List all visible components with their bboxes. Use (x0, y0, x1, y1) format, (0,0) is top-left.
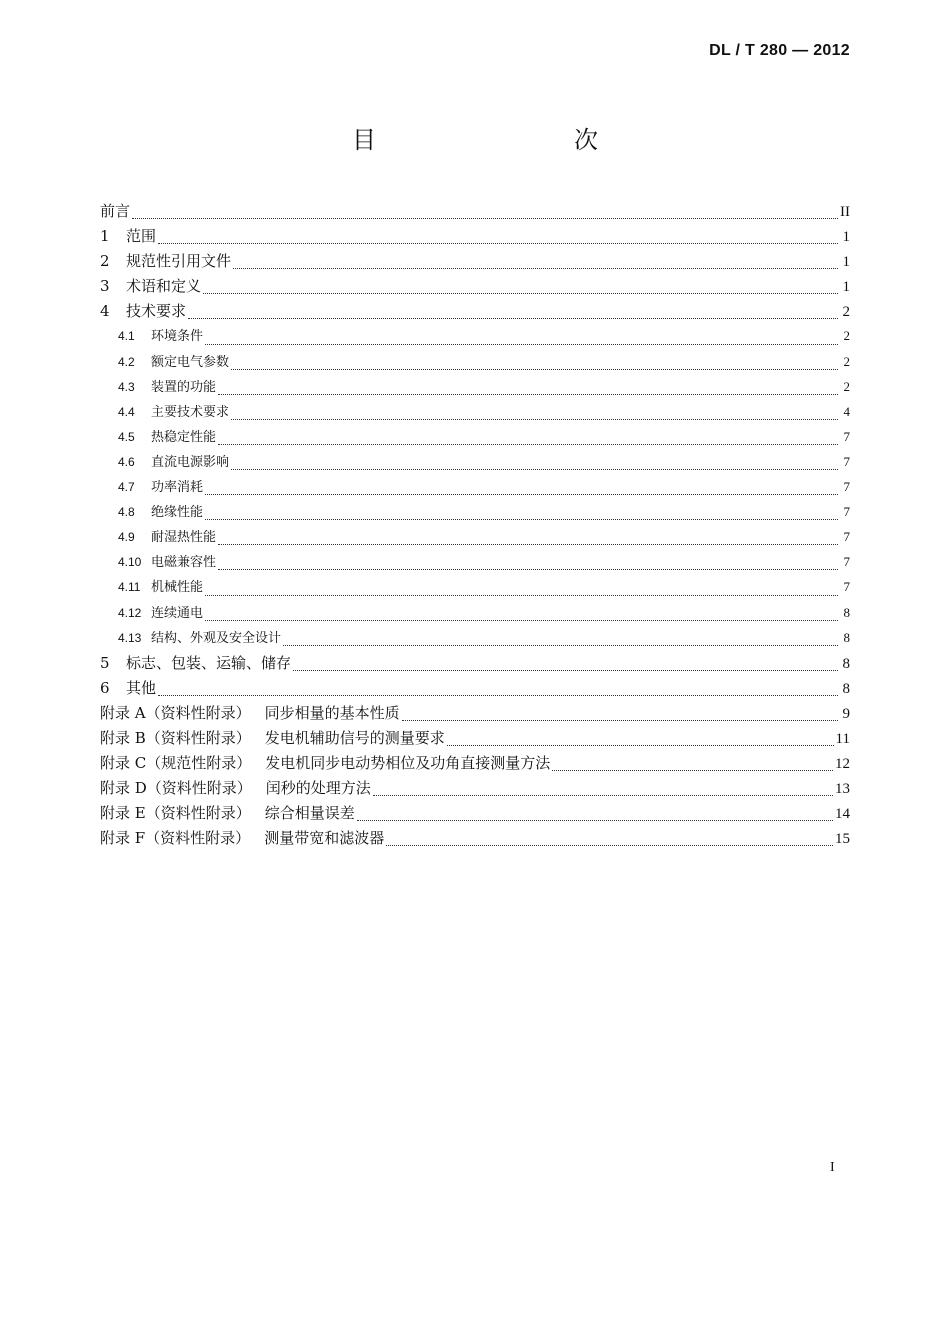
toc-entry-page: 7 (843, 554, 850, 570)
toc-entry[interactable] (100, 200, 850, 225)
toc-entry[interactable] (100, 501, 850, 526)
toc-leader-dots (218, 393, 838, 395)
toc-entry-title: 环境条件 (151, 329, 204, 345)
toc-entry-page: 2 (842, 304, 850, 321)
toc-entry-number: 4.12 (118, 605, 142, 620)
toc-entry-number: 4.4 (118, 404, 135, 419)
toc-leader-dots (552, 769, 833, 771)
toc-leader-dots (283, 644, 838, 646)
toc-entry[interactable] (100, 300, 850, 325)
toc-leader-dots (205, 343, 838, 345)
toc-entry-page: 2 (843, 353, 850, 369)
toc-entry[interactable] (100, 702, 850, 727)
toc-entry-title: 前言 (100, 202, 131, 220)
toc-entry-page: 8 (842, 680, 850, 697)
toc-entry-number: 4.2 (118, 354, 135, 369)
toc-entry[interactable] (100, 802, 850, 827)
toc-entry-page: 1 (842, 254, 850, 271)
toc-entry-page: 1 (842, 279, 850, 296)
toc-leader-dots (158, 242, 838, 244)
toc-entry[interactable] (100, 602, 850, 627)
toc-entry-number: 1 (100, 227, 110, 246)
toc-entry-title: 发电机同步电动势相位及功角直接测量方法 (265, 754, 551, 773)
page-title: 目 次 (352, 126, 648, 154)
toc-entry-number: 4.10 (118, 555, 142, 570)
toc-entry-number: 附录 E（资料性附录） (100, 804, 251, 823)
toc-entry[interactable] (100, 576, 850, 601)
toc-leader-dots (188, 317, 838, 319)
toc-entry-title: 装置的功能 (151, 379, 217, 395)
toc-entry-number: 4.6 (118, 454, 135, 469)
toc-leader-dots (231, 418, 838, 420)
toc-entry-title: 电磁兼容性 (151, 555, 217, 571)
toc-entry[interactable] (100, 451, 850, 476)
toc-leader-dots (231, 468, 838, 470)
toc-entry-number: 4.1 (118, 329, 135, 344)
toc-leader-dots (402, 719, 838, 721)
toc-entry-title: 连续通电 (151, 605, 204, 621)
toc-entry-number: 2 (100, 252, 110, 271)
toc-leader-dots (218, 543, 838, 545)
toc-entry-title: 同步相量的基本性质 (264, 703, 400, 722)
toc-entry[interactable] (100, 727, 850, 752)
toc-entry-title: 测量带宽和滤波器 (264, 829, 385, 848)
toc-entry-page: 4 (843, 403, 850, 419)
toc-entry-number: 附录 B（资料性附录） (100, 728, 251, 747)
toc-entry-title: 耐湿热性能 (151, 530, 217, 546)
toc-entry-page: 7 (843, 504, 850, 520)
toc-entry[interactable] (100, 777, 850, 802)
toc-entry-number: 4.8 (118, 505, 135, 520)
toc-leader-dots (158, 694, 838, 696)
toc-leader-dots (293, 669, 838, 671)
toc-entry-page: 7 (843, 479, 850, 495)
toc-leader-dots (447, 744, 834, 746)
toc-entry[interactable] (100, 652, 850, 677)
toc-entry-number: 附录 A（资料性附录） (100, 703, 251, 722)
toc-entry-title: 闰秒的处理方法 (265, 779, 371, 798)
toc-entry-number: 附录 F（资料性附录） (100, 829, 251, 848)
toc-entry-number: 6 (100, 678, 110, 697)
toc-entry[interactable] (100, 401, 850, 426)
toc-leader-dots (373, 794, 833, 796)
toc-leader-dots (233, 267, 838, 269)
toc-entry-title: 功率消耗 (151, 480, 204, 496)
toc-leader-dots (231, 368, 838, 370)
toc-entry[interactable] (100, 752, 850, 777)
toc-entry[interactable] (100, 250, 850, 275)
toc-entry[interactable] (100, 526, 850, 551)
toc-entry[interactable] (100, 677, 850, 702)
toc-entry-title: 技术要求 (126, 302, 187, 321)
toc-entry-number: 附录 D（资料性附录） (100, 779, 252, 798)
toc-entry[interactable] (100, 325, 850, 350)
toc-entry[interactable] (100, 376, 850, 401)
toc-leader-dots (205, 493, 838, 495)
table-of-contents (100, 200, 850, 852)
toc-entry-number: 4 (100, 302, 110, 321)
toc-leader-dots (205, 619, 838, 621)
toc-leader-dots (357, 819, 833, 821)
toc-entry-page: 12 (835, 756, 850, 773)
toc-entry-page: II (840, 204, 850, 220)
toc-entry-number: 5 (100, 653, 110, 672)
toc-entry-page: 9 (842, 705, 850, 722)
toc-entry-page: 8 (843, 604, 850, 620)
toc-entry-page: 15 (835, 831, 850, 848)
toc-entry-page: 8 (843, 629, 850, 645)
toc-entry-page: 1 (842, 229, 850, 246)
toc-entry-title: 机械性能 (151, 580, 204, 596)
toc-entry-page: 7 (843, 529, 850, 545)
toc-entry-number: 4.9 (118, 530, 135, 545)
toc-leader-dots (218, 568, 838, 570)
toc-entry-title: 绝缘性能 (151, 505, 204, 521)
toc-entry-title: 热稳定性能 (151, 429, 217, 445)
toc-entry-number: 4.3 (118, 379, 135, 394)
toc-entry-title: 直流电源影响 (151, 454, 230, 470)
toc-entry[interactable] (100, 225, 850, 250)
toc-leader-dots (205, 518, 838, 520)
toc-entry-page: 2 (843, 328, 850, 344)
toc-entry-title: 综合相量误差 (264, 804, 355, 823)
toc-entry-page: 7 (843, 428, 850, 444)
toc-entry-page: 13 (835, 781, 850, 798)
toc-entry[interactable] (100, 827, 850, 852)
toc-entry-title: 标志、包装、运输、储存 (126, 653, 292, 672)
toc-entry-number: 附录 C（规范性附录） (100, 754, 252, 773)
toc-entry-number: 4.13 (118, 630, 142, 645)
toc-entry-number: 3 (100, 277, 110, 296)
toc-entry-title: 术语和定义 (126, 277, 202, 296)
toc-entry-number: 4.11 (118, 580, 141, 595)
toc-entry-title: 主要技术要求 (151, 404, 230, 420)
toc-entry-number: 4.5 (118, 429, 135, 444)
toc-entry-title: 结构、外观及安全设计 (151, 630, 282, 646)
toc-leader-dots (203, 292, 838, 294)
toc-leader-dots (132, 217, 838, 219)
toc-entry[interactable] (100, 551, 850, 576)
toc-entry-title: 其他 (126, 678, 157, 697)
toc-leader-dots (218, 443, 838, 445)
toc-entry[interactable] (100, 426, 850, 451)
toc-entry-page: 14 (835, 806, 850, 823)
toc-entry-page: 7 (843, 453, 850, 469)
toc-entry-title: 发电机辅助信号的测量要求 (264, 728, 445, 747)
toc-entry-page: 2 (843, 378, 850, 394)
toc-entry[interactable] (100, 627, 850, 652)
toc-entry[interactable] (100, 476, 850, 501)
toc-entry-page: 11 (835, 730, 850, 747)
page-number: I (830, 1160, 835, 1175)
toc-entry-page: 8 (842, 655, 850, 672)
toc-entry-number: 4.7 (118, 480, 135, 495)
toc-entry-title: 范围 (126, 227, 157, 246)
standard-code: DL / T 280 — 2012 (709, 42, 850, 59)
toc-entry-title: 额定电气参数 (151, 354, 230, 370)
toc-entry-title: 规范性引用文件 (126, 252, 232, 271)
toc-entry[interactable] (100, 275, 850, 300)
toc-leader-dots (205, 594, 838, 596)
toc-leader-dots (386, 844, 833, 846)
toc-entry-page: 7 (843, 579, 850, 595)
toc-entry[interactable] (100, 351, 850, 376)
